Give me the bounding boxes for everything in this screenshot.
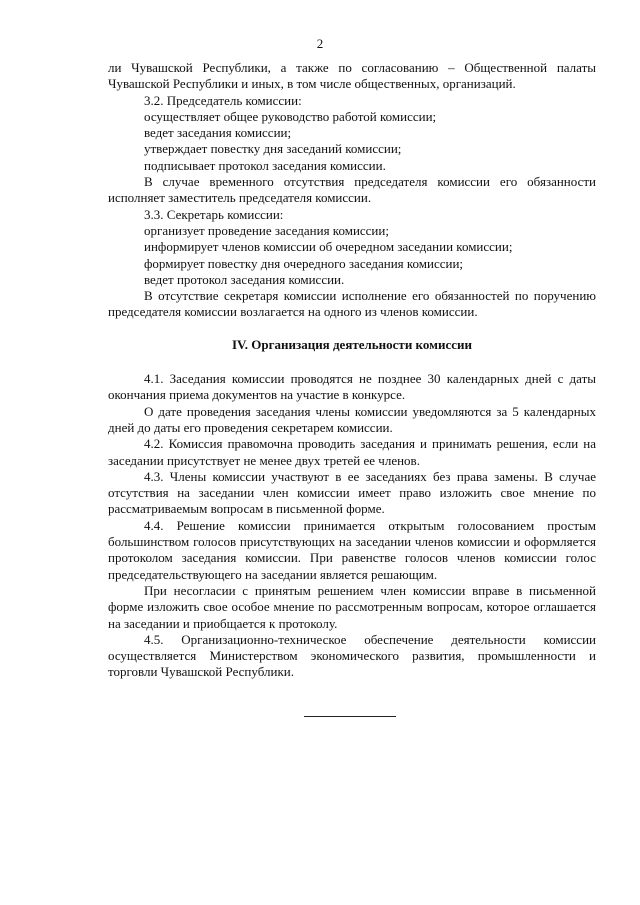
paragraph: ведет заседания комиссии;	[144, 125, 292, 141]
paragraph: 4.5. Организационно-техническое обеспечение деятельности комиссии осуществляется Министерством экономического развития, промышленности и торговли Чувашской Республики.	[108, 631, 596, 680]
paragraph: организует проведение заседания комиссии;	[144, 222, 389, 238]
paragraph: В случае временного отсутствия председателя комиссии его обязанности исполняет заместитель председателя комиссии.	[108, 174, 596, 206]
paragraph: информирует членов комиссии об очередном заседании комиссии;	[144, 239, 513, 255]
paragraph: формирует повестку дня очередного заседания комиссии;	[144, 255, 464, 271]
document-body	[108, 60, 596, 681]
paragraph: ведет протокол заседания комиссии.	[144, 271, 345, 287]
paragraph: 3.3. Секретарь комиссии:	[144, 206, 284, 222]
paragraph: 4.3. Члены комиссии участвуют в ее заседаниях без права замены. В случае отсутствия на заседании член комиссии имеет право изложить свое мнение по рассматриваемым вопросам в письменной форме.	[108, 468, 596, 517]
end-of-document-rule	[304, 716, 396, 717]
section-heading: IV. Организация деятельности комиссии	[231, 336, 472, 352]
page-number: 2	[316, 36, 324, 51]
paragraph: ли Чувашской Республики, а также по согласованию – Общественной палаты Чувашской Республики и иных, в том числе общественных, организаций.	[108, 60, 596, 92]
paragraph: В отсутствие секретаря комиссии исполнение его обязанностей по поручению председателя комиссии возлагается на одного из членов комиссии.	[108, 288, 596, 320]
paragraph: О дате проведения заседания члены комиссии уведомляются за 5 календарных дней до даты его проведения секретарем комиссии.	[108, 403, 596, 435]
paragraph: 4.2. Комиссия правомочна проводить заседания и принимать решения, если на заседании присутствует не менее двух третей ее членов.	[108, 436, 596, 468]
paragraph: 4.1. Заседания комиссии проводятся не позднее 30 календарных дней с даты окончания приема документов на участие в конкурсе.	[108, 371, 596, 403]
paragraph: осуществляет общее руководство работой комиссии;	[144, 108, 437, 124]
paragraph: 4.4. Решение комиссии принимается открытым голосованием простым большинством голосов присутствующих на заседании членов комиссии и оформляется протоколом заседания комиссии. При равенстве голосов членов комиссии голос председательствующего на заседании является решающим.	[108, 517, 596, 582]
paragraph: утверждает повестку дня заседаний комиссии;	[144, 141, 402, 157]
paragraph: 3.2. Председатель комиссии:	[144, 92, 302, 108]
paragraph: подписывает протокол заседания комиссии.	[144, 157, 386, 173]
paragraph: При несогласии с принятым решением член комиссии вправе в письменной форме изложить свое особое мнение по рассмотренным вопросам, которое оглашается на заседании и приобщается к протоколу.	[108, 582, 596, 631]
